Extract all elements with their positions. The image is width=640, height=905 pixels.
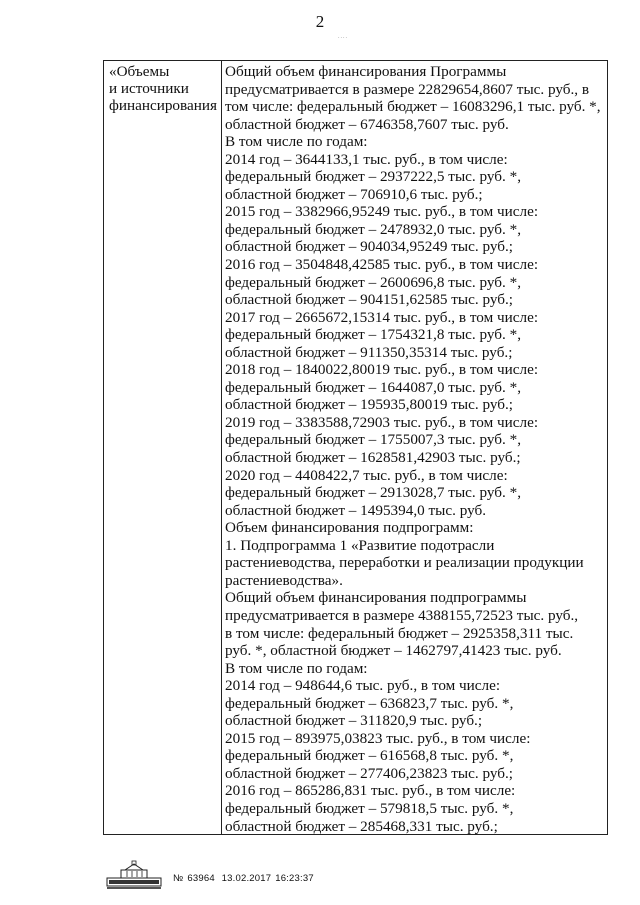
registration-footer (103, 860, 318, 890)
page-number-mark: .... (338, 34, 348, 40)
content-line: предусматривается в размере 4388155,72523 тыс. руб., (225, 606, 579, 624)
content-line: 2015 год – 893975,03823 тыс. руб., в том числе: (225, 729, 531, 747)
content-line: федеральный бюджет – 579818,5 тыс. руб. *, (225, 799, 514, 817)
content-line: растениеводства». (225, 571, 343, 589)
content-line: областной бюджет – 277406,23823 тыс. руб.; (225, 764, 514, 782)
content-line: 2014 год – 948644,6 тыс. руб., в том числе: (225, 677, 501, 695)
row-heading-cell (104, 61, 222, 834)
content-line: Общий объем финансирования Программы (225, 63, 507, 80)
content-line: областной бюджет – 706910,6 тыс. руб.; (225, 185, 483, 203)
content-line: федеральный бюджет – 1755007,3 тыс. руб. *, (225, 431, 521, 449)
content-line: областной бюджет – 6746358,7607 тыс. руб. (225, 115, 509, 133)
content-line: В том числе по годам: (225, 133, 368, 151)
content-line: 2018 год – 1840022,80019 тыс. руб., в том числе: (225, 361, 539, 379)
content-line: федеральный бюджет – 1754321,8 тыс. руб. *, (225, 326, 521, 344)
content-line: областной бюджет – 285468,331 тыс. руб.; (225, 817, 498, 835)
content-line: Общий объем финансирования подпрограммы (225, 589, 527, 607)
registration-time: 16:23:37 (275, 873, 314, 884)
financing-table (103, 60, 608, 835)
content-line: федеральный бюджет – 636823,7 тыс. руб. *, (225, 694, 514, 712)
content-line: федеральный бюджет – 2600696,8 тыс. руб. *, (225, 273, 521, 291)
content-line: предусматривается в размере 22829654,8607 тыс. руб., в (225, 80, 590, 98)
content-line: областной бюджет – 911350,35314 тыс. руб.; (225, 343, 513, 361)
content-line: том числе: федеральный бюджет – 16083296,1 тыс. руб. *, (225, 98, 601, 116)
content-line: областной бюджет – 904034,95249 тыс. руб.; (225, 238, 514, 256)
content-line: 2015 год – 3382966,95249 тыс. руб., в том числе: (225, 203, 539, 221)
content-line: 2017 год – 2665672,15314 тыс. руб., в том числе: (225, 308, 539, 326)
registry-stamp-logo (103, 860, 165, 890)
content-line: 2020 год – 4408422,7 тыс. руб., в том числе: (225, 466, 508, 484)
content-line: федеральный бюджет – 616568,8 тыс. руб. *, (225, 747, 514, 765)
content-line: областной бюджет – 904151,62585 тыс. руб.; (225, 291, 514, 309)
content-line: 2019 год – 3383588,72903 тыс. руб., в том числе: (225, 413, 539, 431)
content-line: 2014 год – 3644133,1 тыс. руб., в том числе: (225, 150, 508, 168)
content-line: В том числе по годам: (225, 659, 368, 677)
row-heading-line: финансирования (109, 97, 217, 115)
content-line: федеральный бюджет – 2913028,7 тыс. руб. *, (225, 484, 521, 502)
content-line: федеральный бюджет – 2478932,0 тыс. руб. *, (225, 220, 521, 238)
content-line: областной бюджет – 1495394,0 тыс. руб. (225, 501, 487, 519)
content-line: 2016 год – 3504848,42585 тыс. руб., в том числе: (225, 256, 539, 274)
registration-text (173, 873, 318, 884)
content-line: руб. *, областной бюджет – 1462797,41423 тыс. руб. (225, 642, 562, 660)
registration-date: 13.02.2017 (221, 873, 272, 884)
content-line: областной бюджет – 1628581,42903 тыс. руб.; (225, 449, 521, 467)
registration-number-prefix: № (173, 873, 184, 884)
content-line: федеральный бюджет – 1644087,0 тыс. руб. *, (225, 378, 521, 396)
content-line: 1. Подпрограмма 1 «Развитие подотрасли (225, 536, 495, 554)
content-line: федеральный бюджет – 2937222,5 тыс. руб. *, (225, 168, 521, 186)
registration-number: 63964 (187, 873, 215, 884)
content-line: Объем финансирования подпрограмм: (225, 519, 474, 537)
content-line: областной бюджет – 311820,9 тыс. руб.; (225, 712, 483, 730)
content-line: в том числе: федеральный бюджет – 2925358,311 тыс. (225, 624, 574, 642)
row-content-cell (222, 61, 607, 834)
content-line: растениеводства, переработки и реализации продукции (225, 554, 584, 572)
row-heading-line: «Объемы (109, 63, 170, 80)
content-line: областной бюджет – 195935,80019 тыс. руб.; (225, 396, 514, 414)
content-line: 2016 год – 865286,831 тыс. руб., в том числе: (225, 782, 516, 800)
row-heading-line: и источники (109, 80, 189, 98)
page-number: 2 (315, 12, 325, 31)
